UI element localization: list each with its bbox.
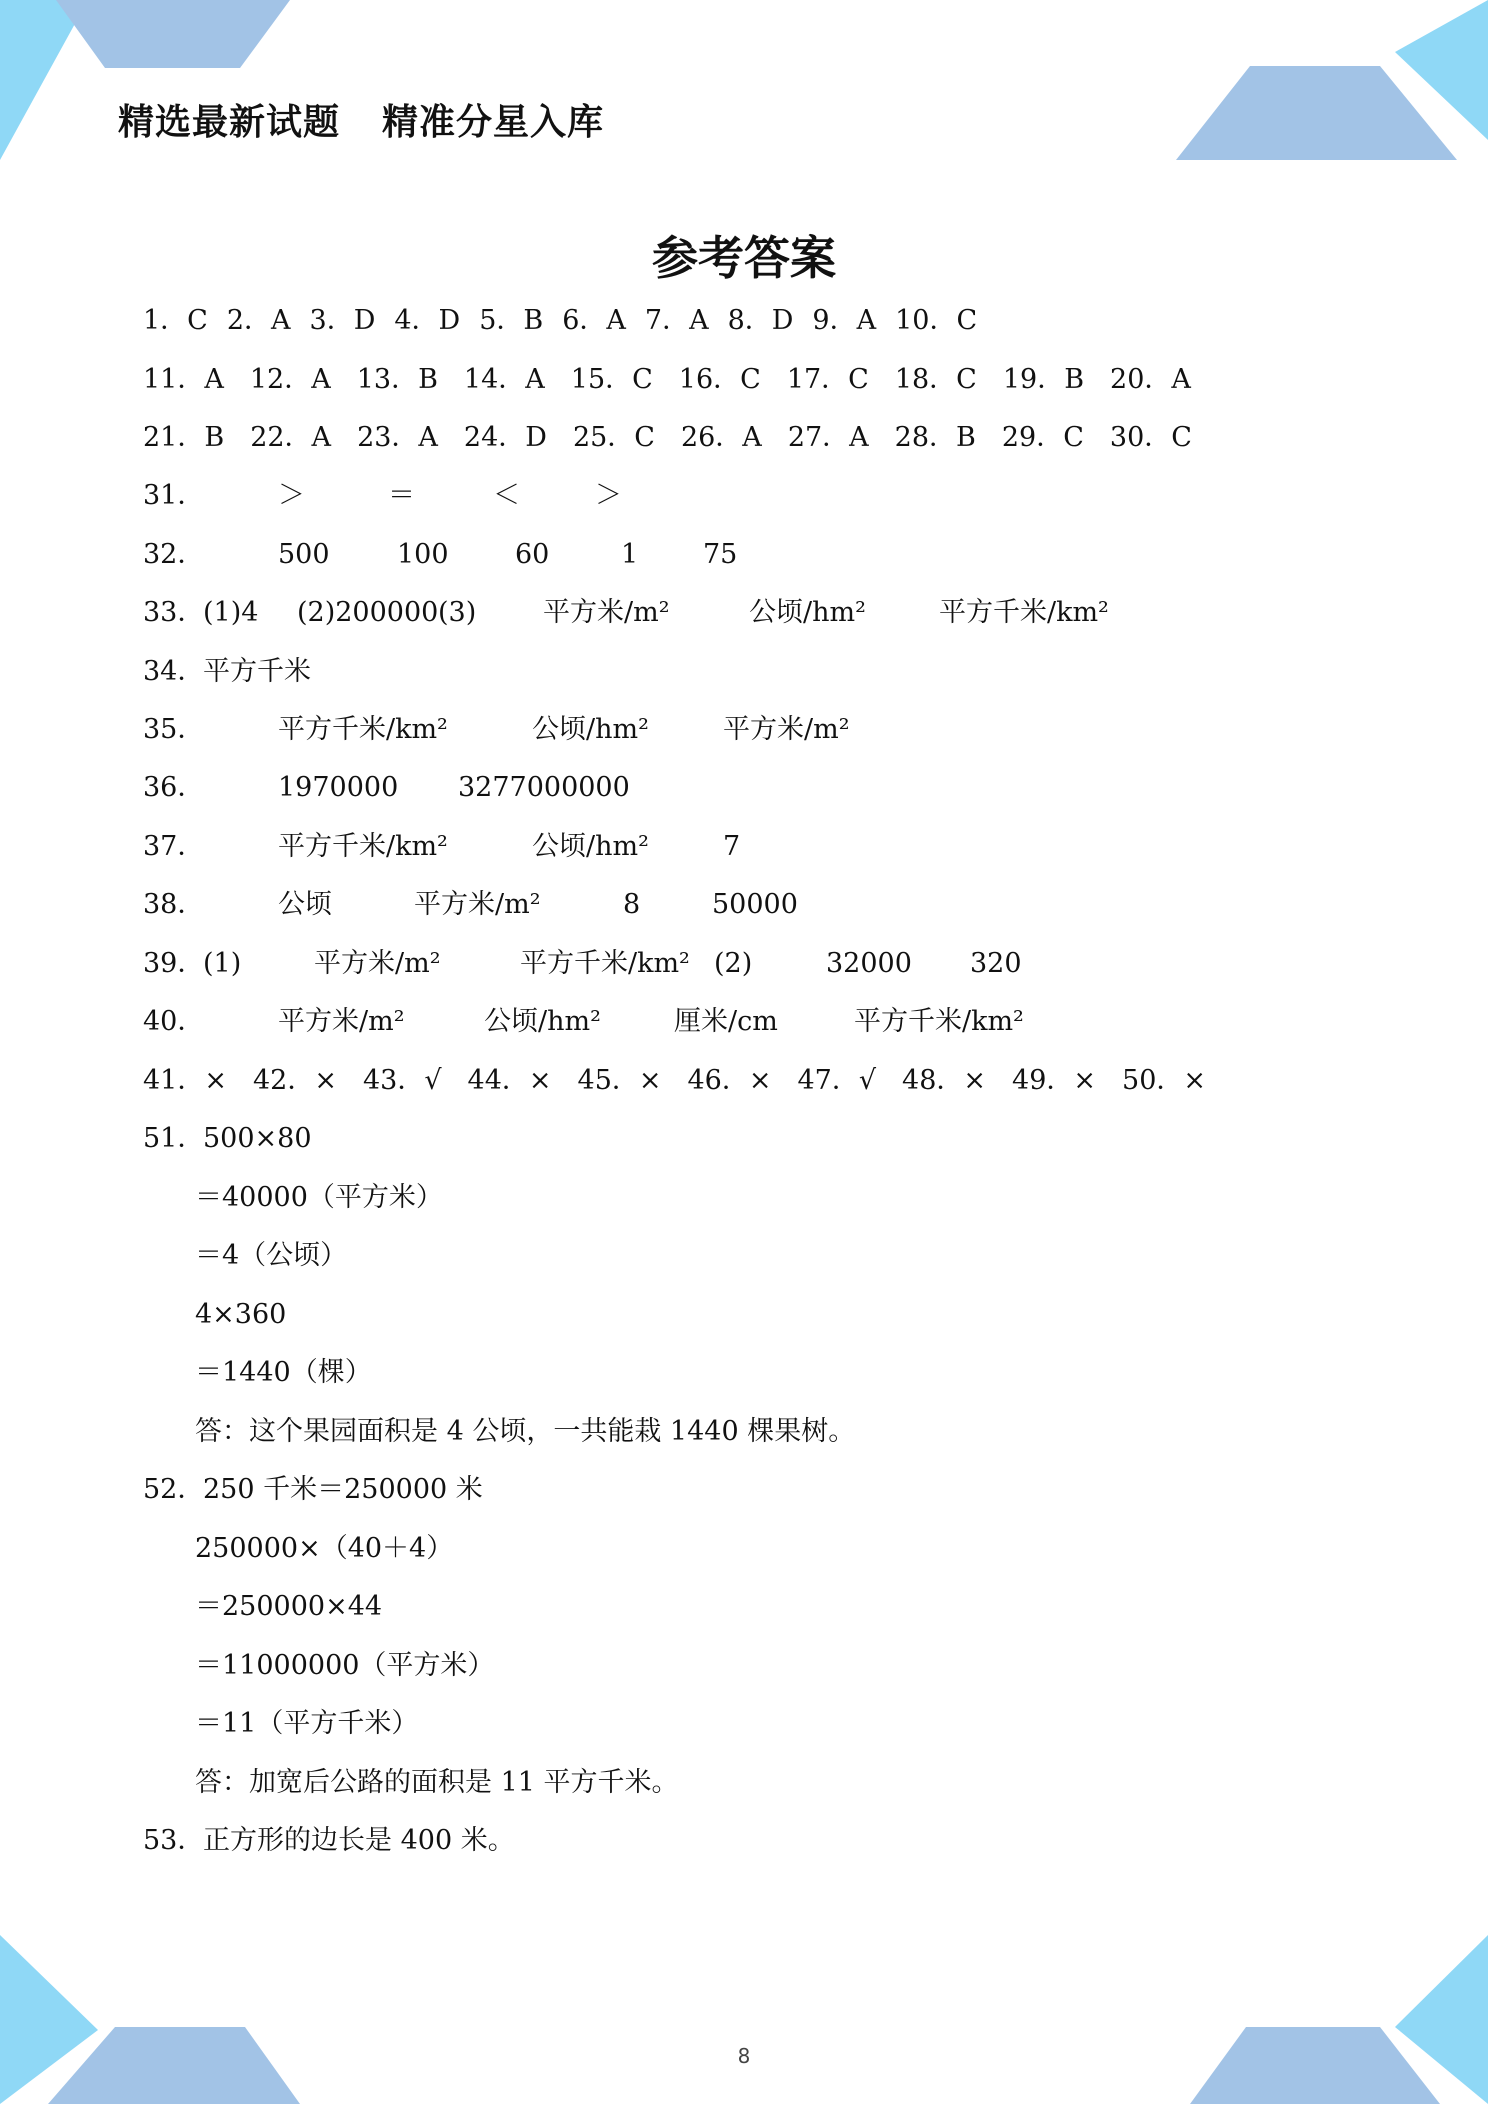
- answer-item: 8: [623, 889, 641, 920]
- answer-item: 45．×: [577, 1065, 662, 1096]
- answer-item: 平方千米/km²: [520, 948, 690, 979]
- answer-51-conclusion: 答：这个果园面积是 4 公顷，一共能栽 1440 棵果树。: [195, 1416, 856, 1447]
- answer-item: 30．C: [1109, 422, 1192, 453]
- corner-trapezoid-top-left: [56, 0, 290, 68]
- answer-item: 平方米/m²: [278, 1006, 405, 1037]
- answer-36: [143, 768, 630, 808]
- answer-item: 公顷/hm²: [532, 714, 649, 745]
- question-number: 37．: [143, 831, 205, 862]
- page-header: [118, 94, 604, 145]
- answer-item: 19．B: [1002, 364, 1085, 395]
- question-number: 38．: [143, 889, 205, 920]
- answer-item: 14．A: [463, 364, 545, 395]
- answer-item: 平方米/m²: [543, 597, 670, 628]
- answer-52-conclusion: 答：加宽后公路的面积是 11 平方千米。: [195, 1767, 679, 1798]
- answer-item: 平方千米/km²: [278, 831, 448, 862]
- answer-37: [143, 827, 740, 867]
- answer-item: 15．C: [570, 364, 653, 395]
- answer-52-line: ＝11000000（平方米）: [195, 1650, 495, 1681]
- answer-item: 29．C: [1001, 422, 1084, 453]
- answer-line: 250 千米＝250000 米: [203, 1474, 483, 1505]
- answer-item: 5．B: [479, 305, 544, 336]
- answer-item: 28．B: [894, 422, 976, 453]
- answer-item: ＞: [278, 480, 305, 511]
- answer-line: 500×80: [203, 1123, 312, 1154]
- question-number: 39．: [143, 948, 205, 979]
- answer-item: 公顷: [278, 889, 332, 920]
- question-number: 53．: [143, 1825, 205, 1856]
- answer-item: 46．×: [687, 1065, 772, 1096]
- answer-item: 16．C: [678, 364, 761, 395]
- answer-item: 公顷/hm²: [484, 1006, 601, 1037]
- answer-item: 47．√: [797, 1065, 877, 1096]
- answer-item: 49．×: [1012, 1065, 1097, 1096]
- answer-item: 公顷/hm²: [532, 831, 649, 862]
- header-right-text: 精准分星入库: [382, 102, 605, 143]
- page-number: 8: [737, 2044, 751, 2068]
- answer-item: (1): [203, 948, 242, 979]
- corner-trapezoid-top-right: [1176, 66, 1457, 160]
- answer-51-line: 4×360: [195, 1299, 287, 1330]
- answer-item: 平方千米: [203, 656, 311, 687]
- answer-item: 23．A: [357, 422, 438, 453]
- answer-52-line: ＝250000×44: [195, 1591, 383, 1622]
- answer-item: 6．A: [562, 305, 626, 336]
- question-number: 33．: [143, 597, 205, 628]
- answer-item: 25．C: [572, 422, 655, 453]
- answer-item: 平方米/m²: [314, 948, 441, 979]
- page-title: 参考答案: [652, 231, 836, 285]
- answer-item: 10．C: [895, 305, 978, 336]
- answer-53: [143, 1821, 515, 1861]
- answer-item: 7: [723, 831, 741, 862]
- answer-item: 9．A: [812, 305, 877, 336]
- answer-item: 8．D: [727, 305, 794, 336]
- answer-item: (2)200000: [297, 597, 439, 628]
- question-number: 52．: [143, 1474, 205, 1505]
- answer-39: [143, 944, 1022, 984]
- answer-item: 44．×: [467, 1065, 552, 1096]
- answer-item: 1．C: [143, 305, 208, 336]
- answer-item: 18．C: [894, 364, 977, 395]
- question-number: 51．: [143, 1123, 205, 1154]
- answer-item: 3277000000: [458, 772, 630, 803]
- answer-34: [143, 652, 311, 692]
- answer-item: 1970000: [278, 772, 399, 803]
- answer-31: [143, 476, 622, 516]
- answer-row-11-20: [143, 360, 1217, 400]
- answer-item: 75: [703, 539, 738, 570]
- answer-item: 1: [621, 539, 639, 570]
- answer-item: 24．D: [463, 422, 547, 453]
- answer-item: 60: [515, 539, 550, 570]
- answer-item: ＞: [595, 480, 622, 511]
- answer-item: 43．√: [362, 1065, 442, 1096]
- answer-item: 12．A: [249, 364, 331, 395]
- answer-item: 320: [970, 948, 1022, 979]
- answer-33: [143, 593, 1109, 633]
- answer-item: 平方千米/km²: [278, 714, 448, 745]
- question-number: 34．: [143, 656, 205, 687]
- answer-item: 50．×: [1122, 1065, 1206, 1096]
- answer-51-line: ＝40000（平方米）: [195, 1182, 443, 1213]
- answer-row-41-50: [143, 1061, 1232, 1101]
- answer-row-21-30: [143, 418, 1218, 458]
- answer-item: 27．A: [787, 422, 869, 453]
- answer-51-line: ＝1440（棵）: [195, 1357, 372, 1388]
- answer-item: 22．A: [250, 422, 332, 453]
- answer-item: 50000: [712, 889, 798, 920]
- answer-item: 3．D: [309, 305, 376, 336]
- answer-item: 26．A: [680, 422, 762, 453]
- question-number: 36．: [143, 772, 205, 803]
- answer-item: 500: [278, 539, 330, 570]
- answer-item: 42．×: [252, 1065, 337, 1096]
- header-left-text: 精选最新试题: [118, 102, 341, 143]
- answer-item: (2): [714, 948, 753, 979]
- answer-52-line: 250000×（40＋4）: [195, 1533, 454, 1564]
- answer-item: 13．B: [356, 364, 438, 395]
- answer-52: [143, 1470, 483, 1510]
- answer-item: (3): [438, 597, 477, 628]
- answer-item: ＝: [388, 480, 415, 511]
- answer-item: 11．A: [143, 364, 224, 395]
- answer-item: 41．×: [143, 1065, 227, 1096]
- answer-item: 平方千米/km²: [939, 597, 1109, 628]
- answer-item: 32000: [826, 948, 912, 979]
- answer-item: ＜: [493, 480, 520, 511]
- answer-item: 17．C: [786, 364, 869, 395]
- answer-40: [143, 1002, 1024, 1042]
- answer-item: 平方米/m²: [414, 889, 541, 920]
- answer-32: [143, 535, 737, 575]
- answer-item: (1)4: [203, 597, 259, 628]
- question-number: 40．: [143, 1006, 205, 1037]
- answer-item: 100: [397, 539, 449, 570]
- answer-item: 平方千米/km²: [854, 1006, 1024, 1037]
- answer-38: [143, 885, 798, 925]
- answer-item: 2．A: [226, 305, 291, 336]
- answer-item: 4．D: [394, 305, 461, 336]
- answer-item: 48．×: [902, 1065, 987, 1096]
- answer-51: [143, 1119, 312, 1159]
- answer-item: 公顷/hm²: [749, 597, 866, 628]
- answer-item: 21．B: [143, 422, 225, 453]
- question-number: 31．: [143, 480, 205, 511]
- answer-35: [143, 710, 850, 750]
- answer-52-line: ＝11（平方千米）: [195, 1708, 419, 1739]
- answer-line: 正方形的边长是 400 米。: [203, 1825, 515, 1856]
- answer-item: 20．A: [1110, 364, 1191, 395]
- question-number: 32．: [143, 539, 205, 570]
- answer-row-1-10: [143, 301, 996, 341]
- answer-51-line: ＝4（公顷）: [195, 1240, 348, 1271]
- question-number: 35．: [143, 714, 205, 745]
- answer-item: 平方米/m²: [723, 714, 850, 745]
- answer-item: 厘米/cm: [674, 1006, 778, 1037]
- answer-item: 7．A: [644, 305, 709, 336]
